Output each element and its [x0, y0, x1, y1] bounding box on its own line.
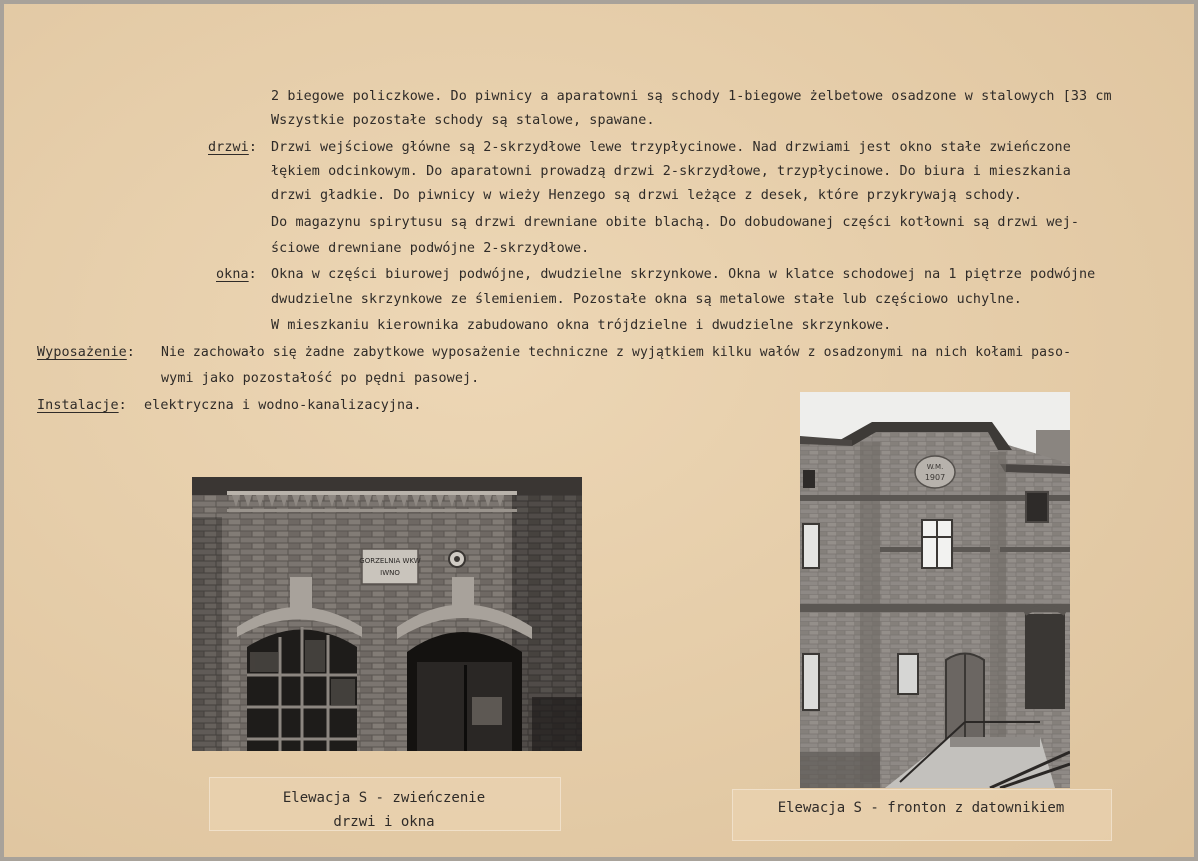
- photo-facade-image: [800, 392, 1070, 788]
- caption-1-line-2: drzwi i okna: [333, 814, 435, 830]
- section-label-instalacje: Instalacje:: [37, 398, 127, 413]
- photo-facade: [800, 392, 1070, 788]
- sign-line-2: IWNO: [380, 569, 400, 577]
- sign-line-1: GORZELNIA WKW: [359, 557, 421, 565]
- text-line: elektryczna i wodno-kanalizacyjna.: [144, 398, 422, 413]
- archival-sheet: [4, 4, 1194, 857]
- photo-caption-1: [209, 786, 559, 834]
- text-line: dwudzielne skrzynkowe ze ślemieniem. Pozostałe okna są metalowe stałe lub częściowo uchylne.: [271, 292, 1022, 307]
- text-line: ściowe drewniane podwójne 2-skrzydłowe.: [271, 241, 590, 256]
- photo-door-window: [192, 477, 582, 751]
- section-label-wyposazenie: Wyposażenie:: [37, 345, 135, 360]
- photo-door-window-image: [192, 477, 582, 751]
- text-line: Do magazynu spirytusu są drzwi drewniane obite blachą. Do dobudowanej części kotłowni są drzwi wej-: [271, 215, 1080, 230]
- caption-1-line-1: Elewacja S - zwieńczenie: [282, 790, 486, 806]
- text-line: Nie zachowało się żadne zabytkowe wyposażenie techniczne z wyjątkiem kilku wałów z osadzonymi na nich kołami paso-: [161, 345, 1072, 360]
- text-line: łękiem odcinkowym. Do aparatowni prowadzą drzwi 2-skrzydłowe, trzypłycinowe. Do biura i mieszkania: [271, 164, 1071, 179]
- photo-caption-2: Elewacja S - fronton z datownikiem: [777, 800, 1065, 816]
- medallion-line-1: W.M.: [926, 463, 944, 471]
- section-label-drzwi: drzwi:: [208, 140, 257, 155]
- text-line: Drzwi wejściowe główne są 2-skrzydłowe lewe trzypłycinowe. Nad drzwiami jest okno stałe zwieńczone: [271, 140, 1071, 155]
- section-label-okna: okna:: [216, 267, 257, 282]
- text-line: Okna w części biurowej podwójne, dwudzielne skrzynkowe. Okna w klatce schodowej na 1 piętrze podwójne: [271, 267, 1096, 282]
- text-line: wymi jako pozostałość po pędni pasowej.: [161, 371, 480, 386]
- text-line: W mieszkaniu kierownika zabudowano okna trójdzielne i dwudzielne skrzynkowe.: [271, 318, 892, 333]
- medallion-line-2: 1907: [924, 473, 946, 482]
- text-line: 2 biegowe policzkowe. Do piwnicy a aparatowni są schody 1-biegowe żelbetowe osadzone w stalowych [33 cm: [271, 89, 1112, 104]
- text-line: drzwi gładkie. Do piwnicy w wieży Henzego są drzwi leżące z desek, które przykrywają schody.: [271, 188, 1022, 203]
- text-line: Wszystkie pozostałe schody są stalowe, spawane.: [271, 113, 655, 128]
